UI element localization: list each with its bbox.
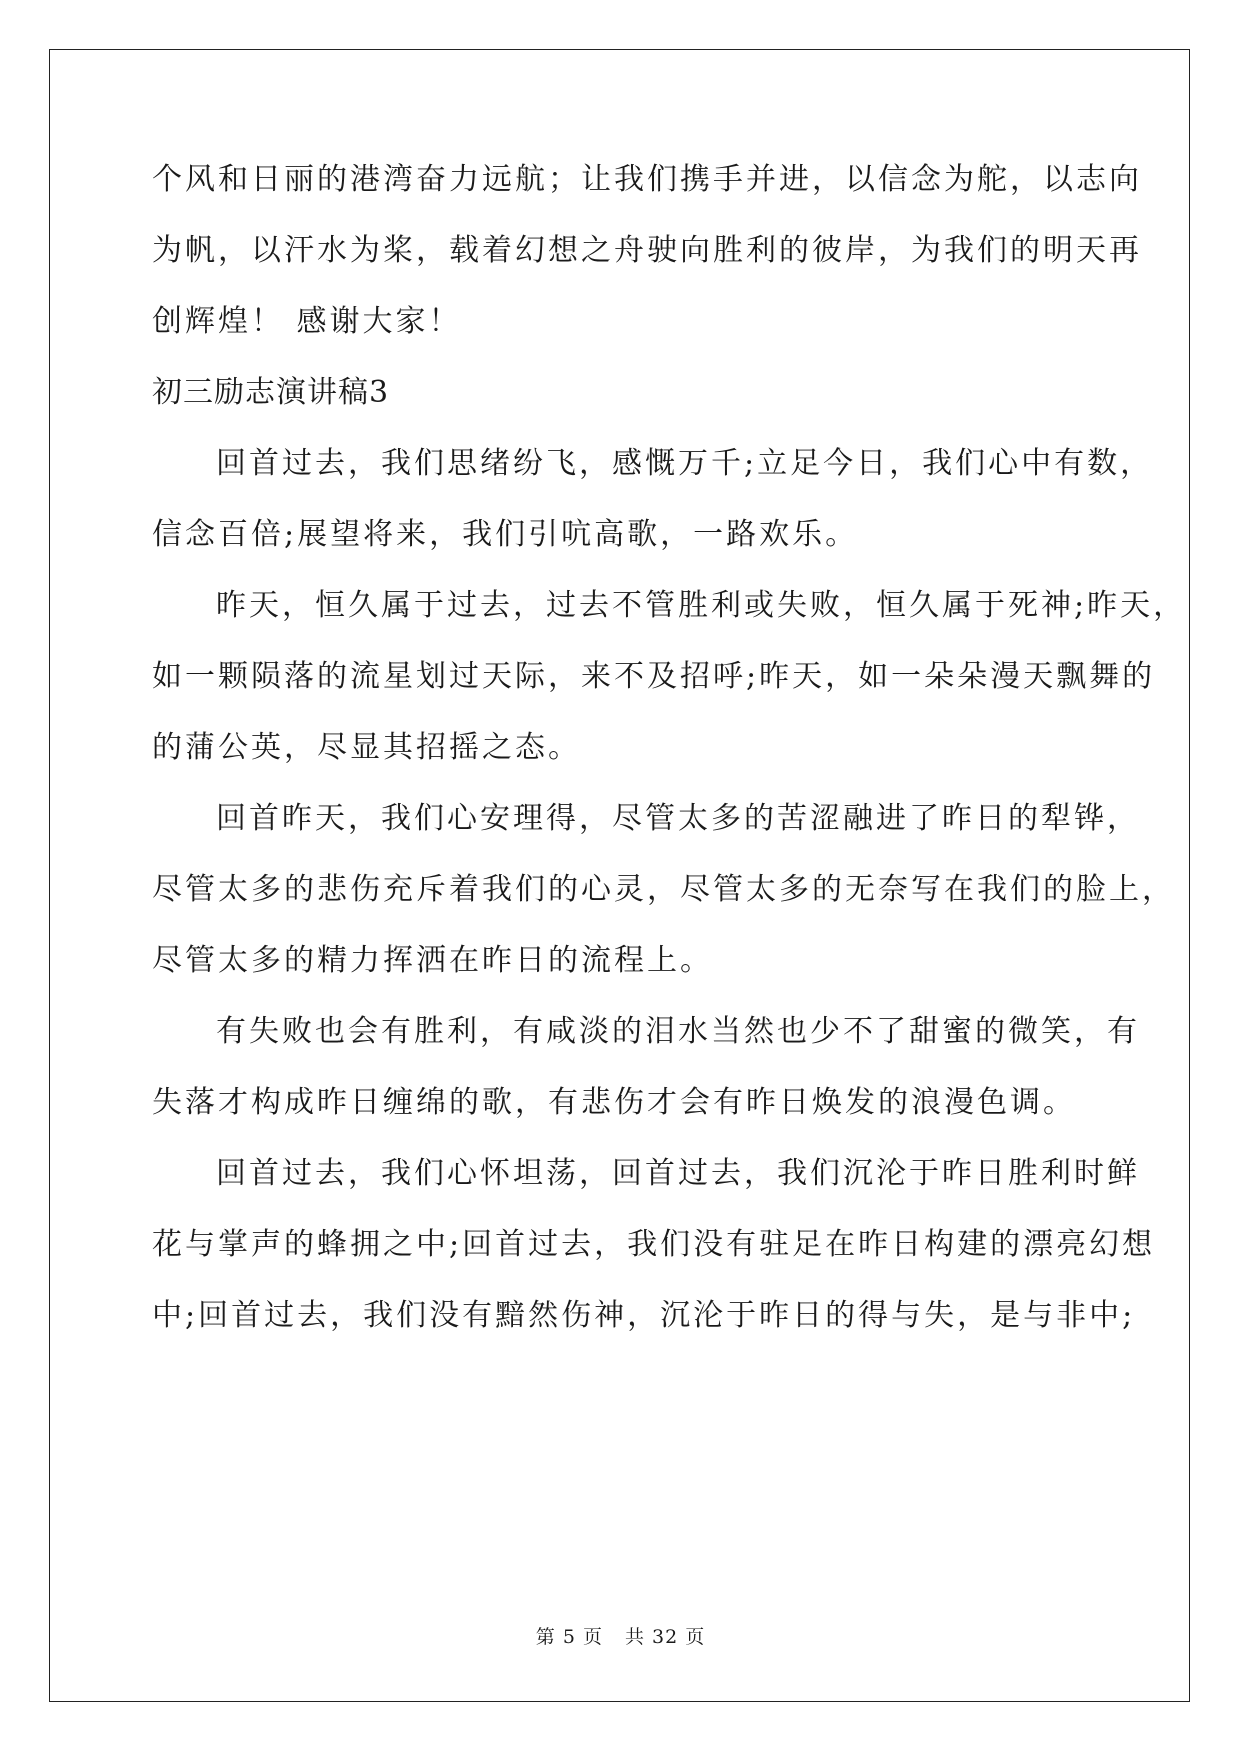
text-line: 创辉煌！ 感谢大家！ (152, 304, 462, 339)
text-line: 有失败也会有胜利，有咸淡的泪水当然也少不了甜蜜的微笑，有 (216, 1014, 1140, 1049)
text-line: 中;回首过去，我们没有黯然伤神，沉沦于昨日的得与失，是与非中; (152, 1298, 1136, 1333)
text-line: 如一颗陨落的流星划过天际，来不及招呼;昨天，如一朵朵漫天飘舞的 (152, 659, 1156, 694)
text-line: 花与掌声的蜂拥之中;回首过去，我们没有驻足在昨日构建的漂亮幻想 (152, 1227, 1156, 1262)
text-line: 信念百倍;展望将来，我们引吭高歌，一路欢乐。 (152, 517, 859, 552)
text-line: 回首昨天，我们心安理得，尽管太多的苦涩融进了昨日的犁铧， (216, 801, 1140, 836)
text-line: 的蒲公英，尽显其招摇之态。 (152, 730, 581, 765)
text-line: 为帆，以汗水为桨，载着幻想之舟驶向胜利的彼岸，为我们的明天再 (152, 233, 1142, 268)
text-line: 个风和日丽的港湾奋力远航；让我们携手并进，以信念为舵，以志向 (152, 162, 1142, 197)
page-total: 共 32 页 (624, 1626, 706, 1648)
page-footer (0, 1622, 1241, 1649)
text-line: 尽管太多的悲伤充斥着我们的心灵，尽管太多的无奈写在我们的脸上， (152, 872, 1175, 907)
text-line: 尽管太多的精力挥洒在昨日的流程上。 (152, 943, 713, 978)
text-line: 失落才构成昨日缠绵的歌，有悲伤才会有昨日焕发的浪漫色调。 (152, 1085, 1076, 1120)
text-line: 回首过去，我们思绪纷飞，感慨万千;立足今日，我们心中有数， (216, 446, 1154, 481)
page-number: 第 5 页 (535, 1626, 603, 1648)
section-heading: 初三励志演讲稿3 (152, 375, 390, 410)
text-line: 回首过去，我们心怀坦荡，回首过去，我们沉沦于昨日胜利时鲜 (216, 1156, 1140, 1191)
text-line: 昨天，恒久属于过去，过去不管胜利或失败，恒久属于死神;昨天， (216, 588, 1187, 623)
